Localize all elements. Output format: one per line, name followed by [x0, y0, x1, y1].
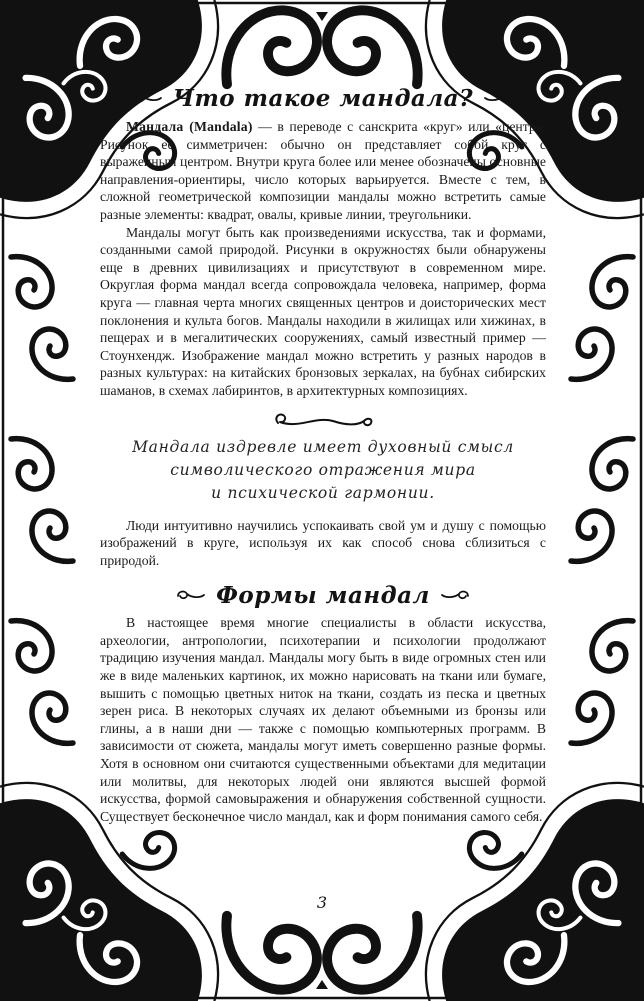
paragraph-definition-text: — в переводе с санскрита «круг» или «центр». Рисунок ее симметричен: обычно он представляет собой круг с выраженным центром. Внутри круга более или менее обозначены основные направления-ориентиры, число которых варьируется. Вместе с тем, в сложной геометрической композиции мандалы можно встретить самые разные элементы: квадрат, овалы, кривые линии, треугольники. [100, 119, 546, 222]
paragraph-definition [100, 118, 546, 224]
quote-line-3: и психической гармонии. [211, 483, 435, 502]
swirl-flourish-icon [483, 91, 513, 107]
text-column [100, 84, 546, 825]
paragraph-lead-term: Мандала (Mandala) [126, 119, 253, 134]
section-title-text: Формы мандал [216, 582, 430, 610]
quote-line-2: символического отражения мира [170, 460, 476, 479]
paragraph-history: Мандалы могут быть как произведениями искусства, так и формами, созданными самой природой. Рисунки в окружностях были обнаружены еще в древних цивилизациях и присутствуют в современном мире. Округлая форма мандал всегда сопровождала человека, например, форма круга — главная черта многих священных центров и доисторических мест поклонения и культа богов. Мандалы находили в жилищах или хижинах, в пещерах и в мегалитических сооружениях, самый известный пример — Стоунхендж. Изображение мандал можно встретить у разных народов в разных культурах: на китайских бронзовых зеркалах, на бубнах сибирских шаманов, в схемах лабиринтов, в архитектурных композициях. [100, 224, 546, 398]
swirl-flourish-icon [133, 91, 163, 107]
quote-line-1: Мандала издревле имеет духовный смысл [132, 437, 514, 456]
paragraph-forms: В настоящее время многие специалисты в области искусства, археологии, антропологии, психотерапии и психологии продолжают традицию изучения мандал. Мандалы могу быть в виде огромных стен или же в виде маленьких картинок, их можно нарисовать на ткани или бумаге, вышить с помощью цветных ниток на ткани, создать из песка и цветных зерен риса. В некоторых случаях их делают объемными из бронзы или глины, а в наши дни — также с помощью компьютерных программ. В зависимости от сюжета, мандалы могут иметь совершенно разные формы. Хотя в основном они считаются существенными объектами для медитации или молитвы, для некоторых людей они являются высшей формой искусства, формой самовыражения и обнаружения собственной сущности. Существует бесконечное число мандал, как и форм понимания самого себя. [100, 615, 546, 824]
divider-ornament [100, 410, 546, 432]
swirl-flourish-icon [440, 588, 470, 604]
paragraph-intuition: Люди интуитивно научились успокаивать свой ум и душу с помощью изображений в круге, используя их как способ снова сблизиться с природой. [100, 517, 546, 568]
section-title-mandala-forms [100, 581, 546, 611]
page-number: 3 [316, 893, 328, 912]
section-title-text: Что такое мандала? [172, 85, 474, 112]
section-title-what-is-mandala [100, 84, 546, 114]
epigraph-quote [100, 436, 546, 505]
swirl-flourish-icon [176, 588, 206, 604]
swirl-divider-icon [271, 410, 375, 432]
